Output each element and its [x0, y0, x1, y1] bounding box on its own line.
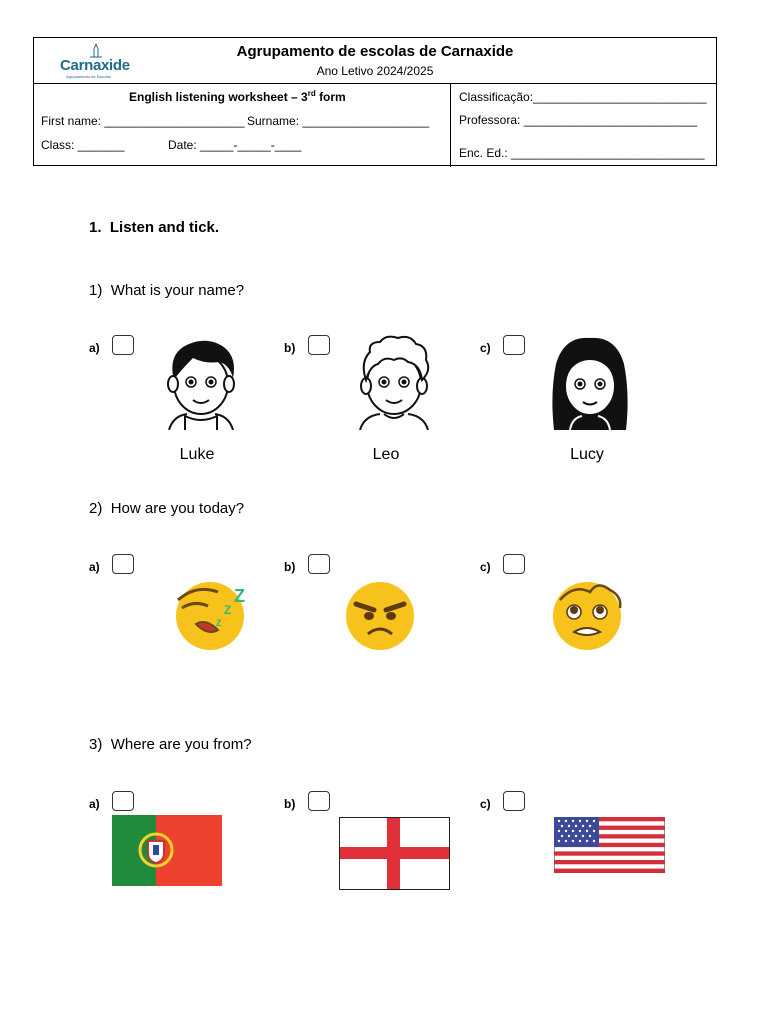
option-letter: b) [284, 797, 296, 811]
angry-face-icon [342, 580, 418, 652]
surname-field[interactable]: Surname: ___________________ [247, 114, 430, 128]
professora-field[interactable]: Professora: __________________________ [459, 113, 698, 127]
header-divider [34, 83, 716, 84]
class-field[interactable]: Class: _______ [41, 138, 125, 152]
worksheet-title-text: English listening worksheet – 3 [129, 90, 308, 104]
tick-box-2a[interactable] [112, 554, 134, 574]
boy-luke-icon [159, 334, 243, 430]
option-letter: b) [284, 341, 296, 355]
option-letter: c) [480, 341, 491, 355]
portugal-flag-icon [112, 815, 222, 886]
option-letter: a) [89, 341, 100, 355]
tick-box-3b[interactable] [308, 791, 330, 811]
tick-box-3c[interactable] [503, 791, 525, 811]
tick-box-1c[interactable] [503, 335, 525, 355]
question-text: Where are you from? [110, 736, 252, 753]
worksheet-form: form [319, 90, 346, 104]
tick-box-1b[interactable] [308, 335, 330, 355]
tick-box-2c[interactable] [503, 554, 525, 574]
boy-leo-icon [346, 334, 442, 430]
date-field[interactable]: Date: _____-_____-____ [168, 138, 302, 152]
school-title: Agrupamento de escolas de Carnaxide [236, 43, 514, 60]
worksheet-title [129, 89, 346, 104]
question-1 [89, 282, 244, 299]
tick-box-1a[interactable] [112, 335, 134, 355]
exercise-heading [89, 219, 219, 236]
name-lucy: Lucy [570, 446, 604, 463]
option-letter: a) [89, 560, 100, 574]
tick-box-3a[interactable] [112, 791, 134, 811]
svg-text:Z: Z [216, 618, 222, 628]
option-letter: b) [284, 560, 296, 574]
worried-face-icon [548, 578, 626, 652]
exercise-title: Listen and tick. [109, 219, 220, 236]
option-letter: a) [89, 797, 100, 811]
svg-text:Z: Z [234, 586, 245, 606]
svg-text:Z: Z [224, 603, 232, 617]
first-name-field[interactable]: First name: _____________________ [41, 114, 245, 128]
question-number: 3) [89, 736, 103, 753]
england-flag-icon [339, 817, 450, 890]
school-year: Ano Letivo 2024/2025 [316, 64, 434, 78]
sleepy-face-icon [172, 580, 252, 652]
question-number: 2) [89, 500, 103, 517]
option-letter: c) [480, 560, 491, 574]
question-2 [89, 500, 244, 517]
tick-box-2b[interactable] [308, 554, 330, 574]
name-luke: Luke [179, 446, 215, 463]
logo-name: Carnaxide [60, 57, 130, 74]
name-leo: Leo [372, 446, 400, 463]
question-text: What is your name? [110, 282, 245, 299]
option-letter: c) [480, 797, 491, 811]
enc-ed-field[interactable]: Enc. Ed.: _____________________________ [459, 146, 705, 160]
usa-flag-icon [554, 817, 665, 873]
logo-subtitle: Agrupamento de Escolas [66, 74, 111, 79]
classificacao-field[interactable]: Classificação:__________________________ [459, 90, 707, 104]
question-3 [89, 736, 252, 753]
worksheet-ordinal: rd [307, 89, 316, 98]
exercise-number: 1. [89, 219, 102, 236]
header-column-divider [450, 83, 451, 167]
question-text: How are you today? [110, 500, 245, 517]
question-number: 1) [89, 282, 103, 299]
girl-lucy-icon [548, 334, 632, 430]
